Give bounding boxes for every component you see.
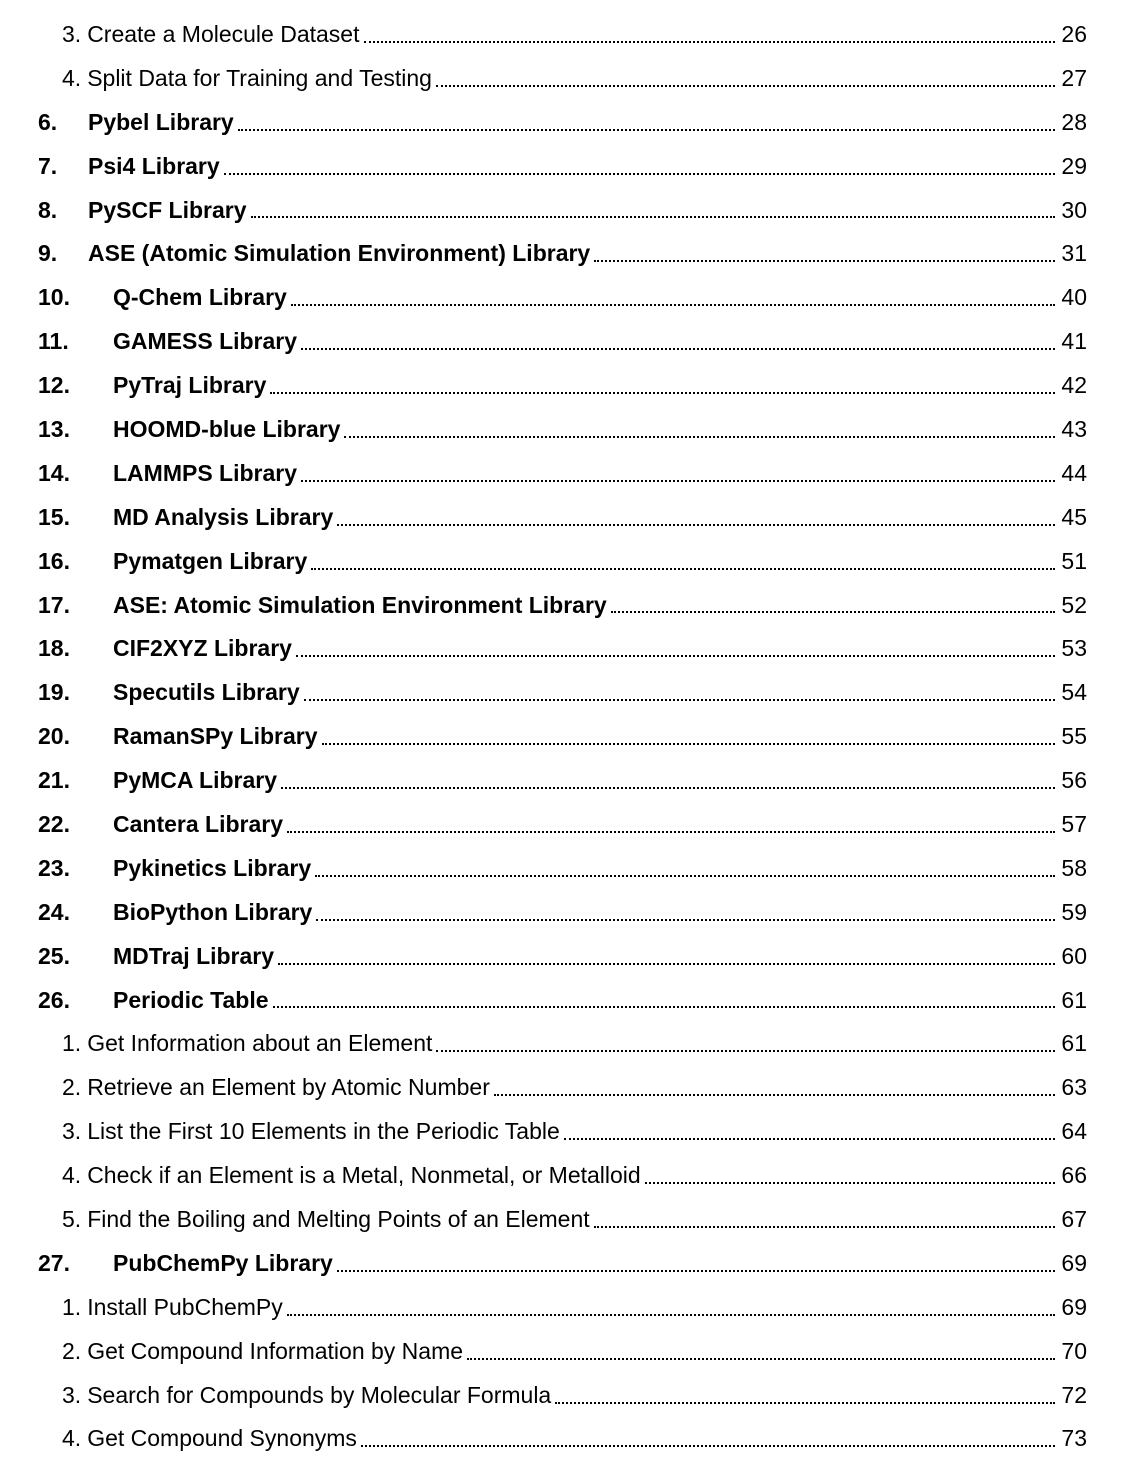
toc-entry-title[interactable]: Get Information about an Element [87,1030,433,1057]
toc-entry-title[interactable]: ASE (Atomic Simulation Environment) Library [88,240,591,267]
toc-entry-title[interactable]: Specutils Library [113,679,300,706]
toc-entry-page-number[interactable]: 64 [1061,1118,1087,1145]
toc-entry-number: 25. [38,942,70,969]
toc-entry-number: 18. [38,635,70,662]
toc-section-entry[interactable] [0,1197,1143,1241]
toc-entry-number: 27. [38,1249,70,1276]
toc-chapter-entry[interactable] [0,319,1143,363]
toc-entry-page-number[interactable]: 73 [1061,1425,1087,1452]
toc-entry-title[interactable]: Pybel Library [88,108,234,135]
toc-entry-page-number[interactable]: 59 [1061,898,1087,925]
toc-entry-page-number[interactable]: 45 [1061,503,1087,530]
toc-entry-title[interactable]: MD Analysis Library [113,503,334,530]
dot-leader [467,1358,1055,1360]
toc-entry-number: 13. [38,415,70,442]
dot-leader [238,129,1055,131]
toc-entry-page-number[interactable]: 61 [1061,986,1087,1013]
dot-leader [611,611,1055,613]
toc-entry-page-number[interactable]: 67 [1061,1205,1087,1232]
dot-leader [436,85,1055,87]
toc-entry-number: 26. [38,986,70,1013]
toc-entry-page-number[interactable]: 41 [1061,328,1087,355]
toc-chapter-entry[interactable] [0,363,1143,407]
toc-entry-number: 16. [38,547,70,574]
toc-entry-page-number[interactable]: 51 [1061,547,1087,574]
toc-entry-title[interactable]: BioPython Library [113,898,313,925]
toc-entry-page-number[interactable]: 40 [1061,284,1087,311]
toc-entry-number: 24. [38,898,70,925]
dot-leader [296,655,1055,657]
toc-entry-title[interactable]: GAMESS Library [113,328,298,355]
toc-entry-page-number[interactable]: 58 [1061,854,1087,881]
toc-section-entry[interactable] [0,1417,1143,1461]
toc-chapter-entry[interactable] [0,846,1143,890]
toc-entry-number: 4. [62,1425,82,1452]
toc-entry-title[interactable]: PyTraj Library [113,372,267,399]
dot-leader [311,568,1055,570]
toc-chapter-entry[interactable] [0,539,1143,583]
table-of-contents [0,12,1143,1460]
toc-entry-number: 21. [38,767,70,794]
toc-section-entry[interactable] [0,1065,1143,1109]
dot-leader [278,963,1055,965]
toc-entry-title[interactable]: Get Compound Information by Name [87,1337,464,1364]
toc-section-entry[interactable] [0,1109,1143,1153]
toc-entry-number: 4. [62,1162,82,1189]
toc-entry-number: 9. [38,240,58,267]
dot-leader [224,173,1055,175]
toc-chapter-entry[interactable] [0,802,1143,846]
dot-leader [304,699,1055,701]
toc-entry-number: 20. [38,723,70,750]
dot-leader [361,1445,1055,1447]
toc-entry-number: 15. [38,503,70,530]
toc-section-entry[interactable] [0,1373,1143,1417]
toc-entry-page-number[interactable]: 43 [1061,415,1087,442]
dot-leader [555,1402,1055,1404]
dot-leader [337,524,1055,526]
toc-chapter-entry[interactable] [0,714,1143,758]
toc-entry-page-number[interactable]: 42 [1061,372,1087,399]
toc-entry-number: 5. [62,1205,82,1232]
toc-entry-page-number[interactable]: 63 [1061,1074,1087,1101]
toc-entry-title[interactable]: List the First 10 Elements in the Periodic Table [87,1118,560,1145]
toc-entry-title[interactable]: Get Compound Synonyms [87,1425,357,1452]
toc-entry-number: 3. [62,20,82,47]
dot-leader [594,260,1055,262]
dot-leader [301,480,1055,482]
toc-entry-page-number[interactable]: 29 [1061,152,1087,179]
toc-entry-page-number[interactable]: 61 [1061,1030,1087,1057]
toc-entry-number: 3. [62,1118,82,1145]
toc-entry-page-number[interactable]: 55 [1061,723,1087,750]
toc-entry-title[interactable]: MDTraj Library [113,942,275,969]
toc-entry-number: 2. [62,1337,82,1364]
toc-entry-title[interactable]: ASE: Atomic Simulation Environment Library [113,591,607,618]
toc-entry-title[interactable]: Search for Compounds by Molecular Formula [87,1381,552,1408]
toc-entry-page-number[interactable]: 44 [1061,459,1087,486]
toc-entry-page-number[interactable]: 31 [1061,240,1087,267]
toc-entry-page-number[interactable]: 70 [1061,1337,1087,1364]
dot-leader [364,41,1056,43]
toc-entry-title[interactable]: Q-Chem Library [113,284,287,311]
toc-chapter-entry[interactable] [0,144,1143,188]
toc-entry-page-number[interactable]: 28 [1061,108,1087,135]
toc-entry-title[interactable]: RamanSPy Library [113,723,318,750]
toc-entry-number: 14. [38,459,70,486]
dot-leader [301,348,1055,350]
toc-chapter-entry[interactable] [0,626,1143,670]
toc-entry-page-number[interactable]: 26 [1061,20,1087,47]
toc-entry-title[interactable]: PyMCA Library [113,767,278,794]
toc-entry-number: 2. [62,1074,82,1101]
toc-entry-title[interactable]: Cantera Library [113,810,284,837]
dot-leader [564,1138,1055,1140]
toc-section-entry[interactable] [0,1021,1143,1065]
dot-leader [316,919,1055,921]
toc-entry-page-number[interactable]: 72 [1061,1381,1087,1408]
toc-chapter-entry[interactable] [0,100,1143,144]
dot-leader [251,216,1056,218]
dot-leader [494,1094,1055,1096]
toc-chapter-entry[interactable] [0,934,1143,978]
dot-leader [273,1006,1055,1008]
toc-entry-page-number[interactable]: 52 [1061,591,1087,618]
toc-entry-number: 10. [38,284,70,311]
toc-section-entry[interactable] [0,1329,1143,1373]
dot-leader [287,831,1055,833]
toc-section-entry[interactable] [0,12,1143,56]
toc-entry-page-number[interactable]: 69 [1061,1249,1087,1276]
toc-entry-number: 6. [38,108,58,135]
toc-entry-number: 11. [38,328,69,355]
toc-entry-title[interactable]: Periodic Table [113,986,269,1013]
toc-entry-number: 4. [62,64,82,91]
toc-entry-title[interactable]: Psi4 Library [88,152,220,179]
dot-leader [337,1270,1055,1272]
toc-entry-page-number[interactable]: 54 [1061,679,1087,706]
toc-entry-number: 23. [38,854,70,881]
dot-leader [322,743,1055,745]
toc-chapter-entry[interactable] [0,758,1143,802]
toc-entry-number: 3. [62,1381,82,1408]
toc-chapter-entry[interactable] [0,890,1143,934]
toc-entry-page-number[interactable]: 69 [1061,1293,1087,1320]
toc-entry-number: 12. [38,372,70,399]
toc-entry-title[interactable]: Retrieve an Element by Atomic Number [87,1074,490,1101]
toc-chapter-entry[interactable] [0,583,1143,627]
dot-leader [287,1314,1055,1316]
toc-entry-page-number[interactable]: 60 [1061,942,1087,969]
toc-chapter-entry[interactable] [0,1241,1143,1285]
toc-chapter-entry[interactable] [0,978,1143,1022]
toc-entry-title[interactable]: Find the Boiling and Melting Points of an Element [87,1205,590,1232]
toc-entry-page-number[interactable]: 53 [1061,635,1087,662]
toc-chapter-entry[interactable] [0,407,1143,451]
toc-entry-title[interactable]: Check if an Element is a Metal, Nonmetal, or Metalloid [87,1162,641,1189]
toc-entry-title[interactable]: PubChemPy Library [113,1249,333,1276]
toc-entry-title[interactable]: Pykinetics Library [113,854,312,881]
toc-entry-title[interactable]: PySCF Library [88,196,247,223]
toc-entry-number: 1. [62,1030,82,1057]
toc-chapter-entry[interactable] [0,451,1143,495]
toc-section-entry[interactable] [0,56,1143,100]
toc-entry-title[interactable]: Create a Molecule Dataset [87,20,360,47]
dot-leader [291,304,1055,306]
dot-leader [344,436,1055,438]
toc-entry-number: 22. [38,810,70,837]
dot-leader [281,787,1055,789]
toc-entry-title[interactable]: LAMMPS Library [113,459,298,486]
toc-entry-page-number[interactable]: 66 [1061,1162,1087,1189]
toc-entry-number: 19. [38,679,70,706]
toc-entry-number: 17. [38,591,70,618]
toc-chapter-entry[interactable] [0,188,1143,232]
dot-leader [594,1226,1055,1228]
toc-chapter-entry[interactable] [0,275,1143,319]
dot-leader [315,875,1055,877]
toc-entry-title[interactable]: CIF2XYZ Library [113,635,292,662]
toc-entry-page-number[interactable]: 30 [1061,196,1087,223]
dot-leader [645,1182,1055,1184]
toc-chapter-entry[interactable] [0,231,1143,275]
toc-entry-title[interactable]: Pymatgen Library [113,547,308,574]
toc-entry-page-number[interactable]: 57 [1061,810,1087,837]
toc-section-entry[interactable] [0,1285,1143,1329]
toc-chapter-entry[interactable] [0,495,1143,539]
toc-chapter-entry[interactable] [0,670,1143,714]
toc-section-entry[interactable] [0,1153,1143,1197]
toc-entry-page-number[interactable]: 27 [1061,64,1087,91]
dot-leader [270,392,1055,394]
dot-leader [436,1050,1055,1052]
toc-entry-title[interactable]: HOOMD-blue Library [113,415,341,442]
toc-entry-number: 7. [38,152,58,179]
toc-entry-title[interactable]: Split Data for Training and Testing [87,64,432,91]
toc-entry-title[interactable]: Install PubChemPy [87,1293,283,1320]
toc-entry-page-number[interactable]: 56 [1061,767,1087,794]
toc-entry-number: 8. [38,196,58,223]
toc-entry-number: 1. [62,1293,82,1320]
